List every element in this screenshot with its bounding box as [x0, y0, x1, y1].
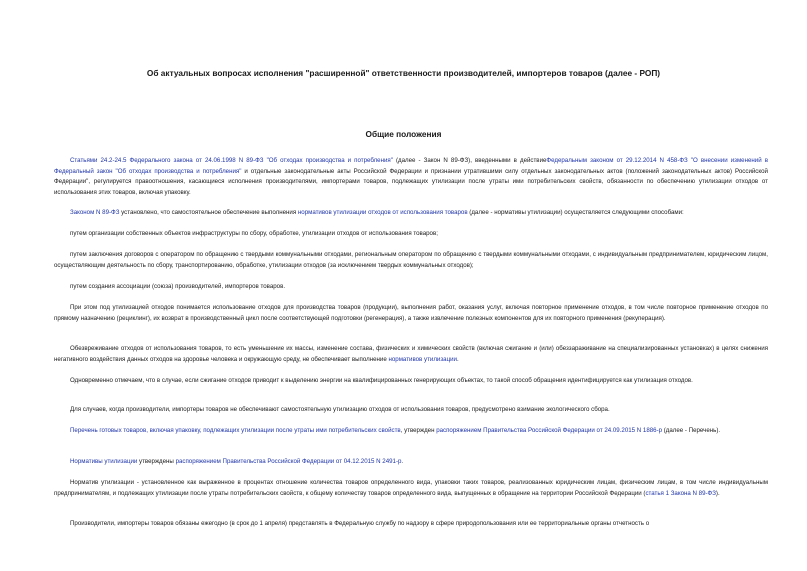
paragraph-text: (далее - Перечень). [662, 427, 721, 434]
paragraph-text: Обезвреживание отходов от использования товаров, то есть уменьшение их массы, изменение состава, физических и химических свойств (включая сжигание и (или) обеззараживание на специализированных установках) в целях снижения негативного воздействия данных отходов на здоровье человека и окружающую среду, не обеспечивает выполнение [54, 345, 768, 363]
paragraph-text: и отдельные законодательные акты Российской Федерации и признании утратившими силу отдельных законодательных актов (положений законодательных актов) Российской Федерации", регулируется правоотношения, касающиеся исполнения производителями, импортерами товаров, подлежащих утилизации после утраты ими потребительских свойств, обязанности по обеспечению утилизации отходов от использования этих товаров, включая упаковку. [54, 167, 768, 196]
paragraph-text: . [401, 458, 404, 465]
paragraph-12 [54, 478, 768, 499]
paragraph-text: утверждены [137, 458, 176, 465]
paragraph-text: установлено, что самостоятельное обеспечение выполнения [119, 209, 298, 216]
paragraph-8: Одновременно отмечаем, что в случае, если сжигание отходов приводит к выделению энергии на квалифицированных генерирующих объектах, то такой способ обращения идентифицируется как утилизация отходов. [70, 377, 693, 384]
order-1886-r-link[interactable]: распоряжением Правительства Российской Федерации от 24.09.2015 N 1886-р [436, 427, 663, 434]
paragraph-2 [54, 208, 768, 219]
paragraph-4: путем заключения договоров с оператором по обращению с твердыми коммунальными отходами, региональным оператором по обращению с твердыми коммунальными отходами, с индивидуальным предпринимателем, юридическим лицом, осуществляющим деятельность по сбору, транспортированию, обработке, утилизации отходов (за исключением твердых коммунальных отходов); [54, 251, 768, 269]
paragraph-5: путем создания ассоциации (союза) производителей, импортеров товаров. [70, 283, 286, 290]
section-title: Общие положения [365, 129, 442, 139]
paragraph-text: , утвержден [400, 427, 437, 434]
law-89-fz-link[interactable]: Статьями 24.2-24.5 Федерального закона от 24.06.1998 N 89-ФЗ "Об отходах производства и потребления" [70, 157, 393, 164]
utilization-norms-link[interactable]: нормативов утилизации [388, 355, 457, 363]
law-458-fz-link[interactable]: Федеральным законом от 29.12.2014 N 458-ФЗ "О внесении изменений в Федеральный закон "Об отходах производства и потребления" [54, 157, 768, 175]
article-1-law-link[interactable]: статья 1 Закона N 89-ФЗ [645, 489, 716, 497]
law-89-fz-short-link[interactable]: Законом N 89-ФЗ [70, 209, 120, 216]
paragraph-text: (далее - Закон N 89-ФЗ), введенными в действие [392, 157, 547, 164]
paragraph-10 [54, 426, 768, 437]
paragraph-text: Норматив утилизации - установленное как выраженное в процентах отношение количества товаров определенного вида, упаковки таких товаров, реализованных юридическим лицам, физическим лицам, в том числе индивидуальным предпринимателям, и подлежащих утилизации после утраты потребительских свойств, к общему количеству товаров определенного вида, выпущенных в обращение на территории Российской Федерации ( [54, 479, 768, 497]
document-title: Об актуальных вопросах исполнения "расширенной" ответственности производителей, импортеров товаров (далее - РОП) [146, 68, 661, 78]
paragraph-text: (далее - нормативы утилизации) осуществляется следующими способами: [467, 209, 684, 216]
order-2491-r-link[interactable]: распоряжением Правительства Российской Федерации от 04.12.2015 N 2491-р [175, 458, 402, 465]
utilization-norms-link[interactable]: Нормативы утилизации [70, 458, 138, 465]
paragraph-9: Для случаев, когда производители, импортеры товаров не обеспечивают самостоятельную утилизацию отходов от использования товаров, предусмотрено взимание экологического сбора. [70, 406, 610, 413]
paragraph-text: ). [715, 489, 720, 497]
paragraph-13: Производители, импортеры товаров обязаны ежегодно (в срок до 1 апреля) представлять в Федеральную службу по надзору в сфере природопользования или ее территориальные органы отчетность о [70, 520, 650, 527]
paragraph-7 [54, 344, 768, 365]
goods-list-link[interactable]: Перечень готовых товаров, включая упаковку, подлежащих утилизации после утраты ими потребительских свойств [70, 427, 401, 434]
paragraph-3: путем организации собственных объектов инфраструктуры по сбору, обработке, утилизации отходов от использования товаров; [70, 230, 438, 237]
utilization-norms-link[interactable]: нормативов утилизации отходов от использования товаров [297, 209, 468, 216]
paragraph-11 [54, 457, 768, 468]
paragraph-text: . [456, 355, 459, 363]
paragraph-1 [54, 156, 768, 198]
paragraph-6: При этом под утилизацией отходов понимается использование отходов для производства товаров (продукции), выполнения работ, оказания услуг, включая повторное применение отходов, в том числе повторное применение отходов по прямому назначению (рециклинг), их возврат в производственный цикл после соответствующей подготовки (регенерация), а также извлечение полезных компонентов для их повторного применения (рекуперация). [54, 304, 768, 322]
